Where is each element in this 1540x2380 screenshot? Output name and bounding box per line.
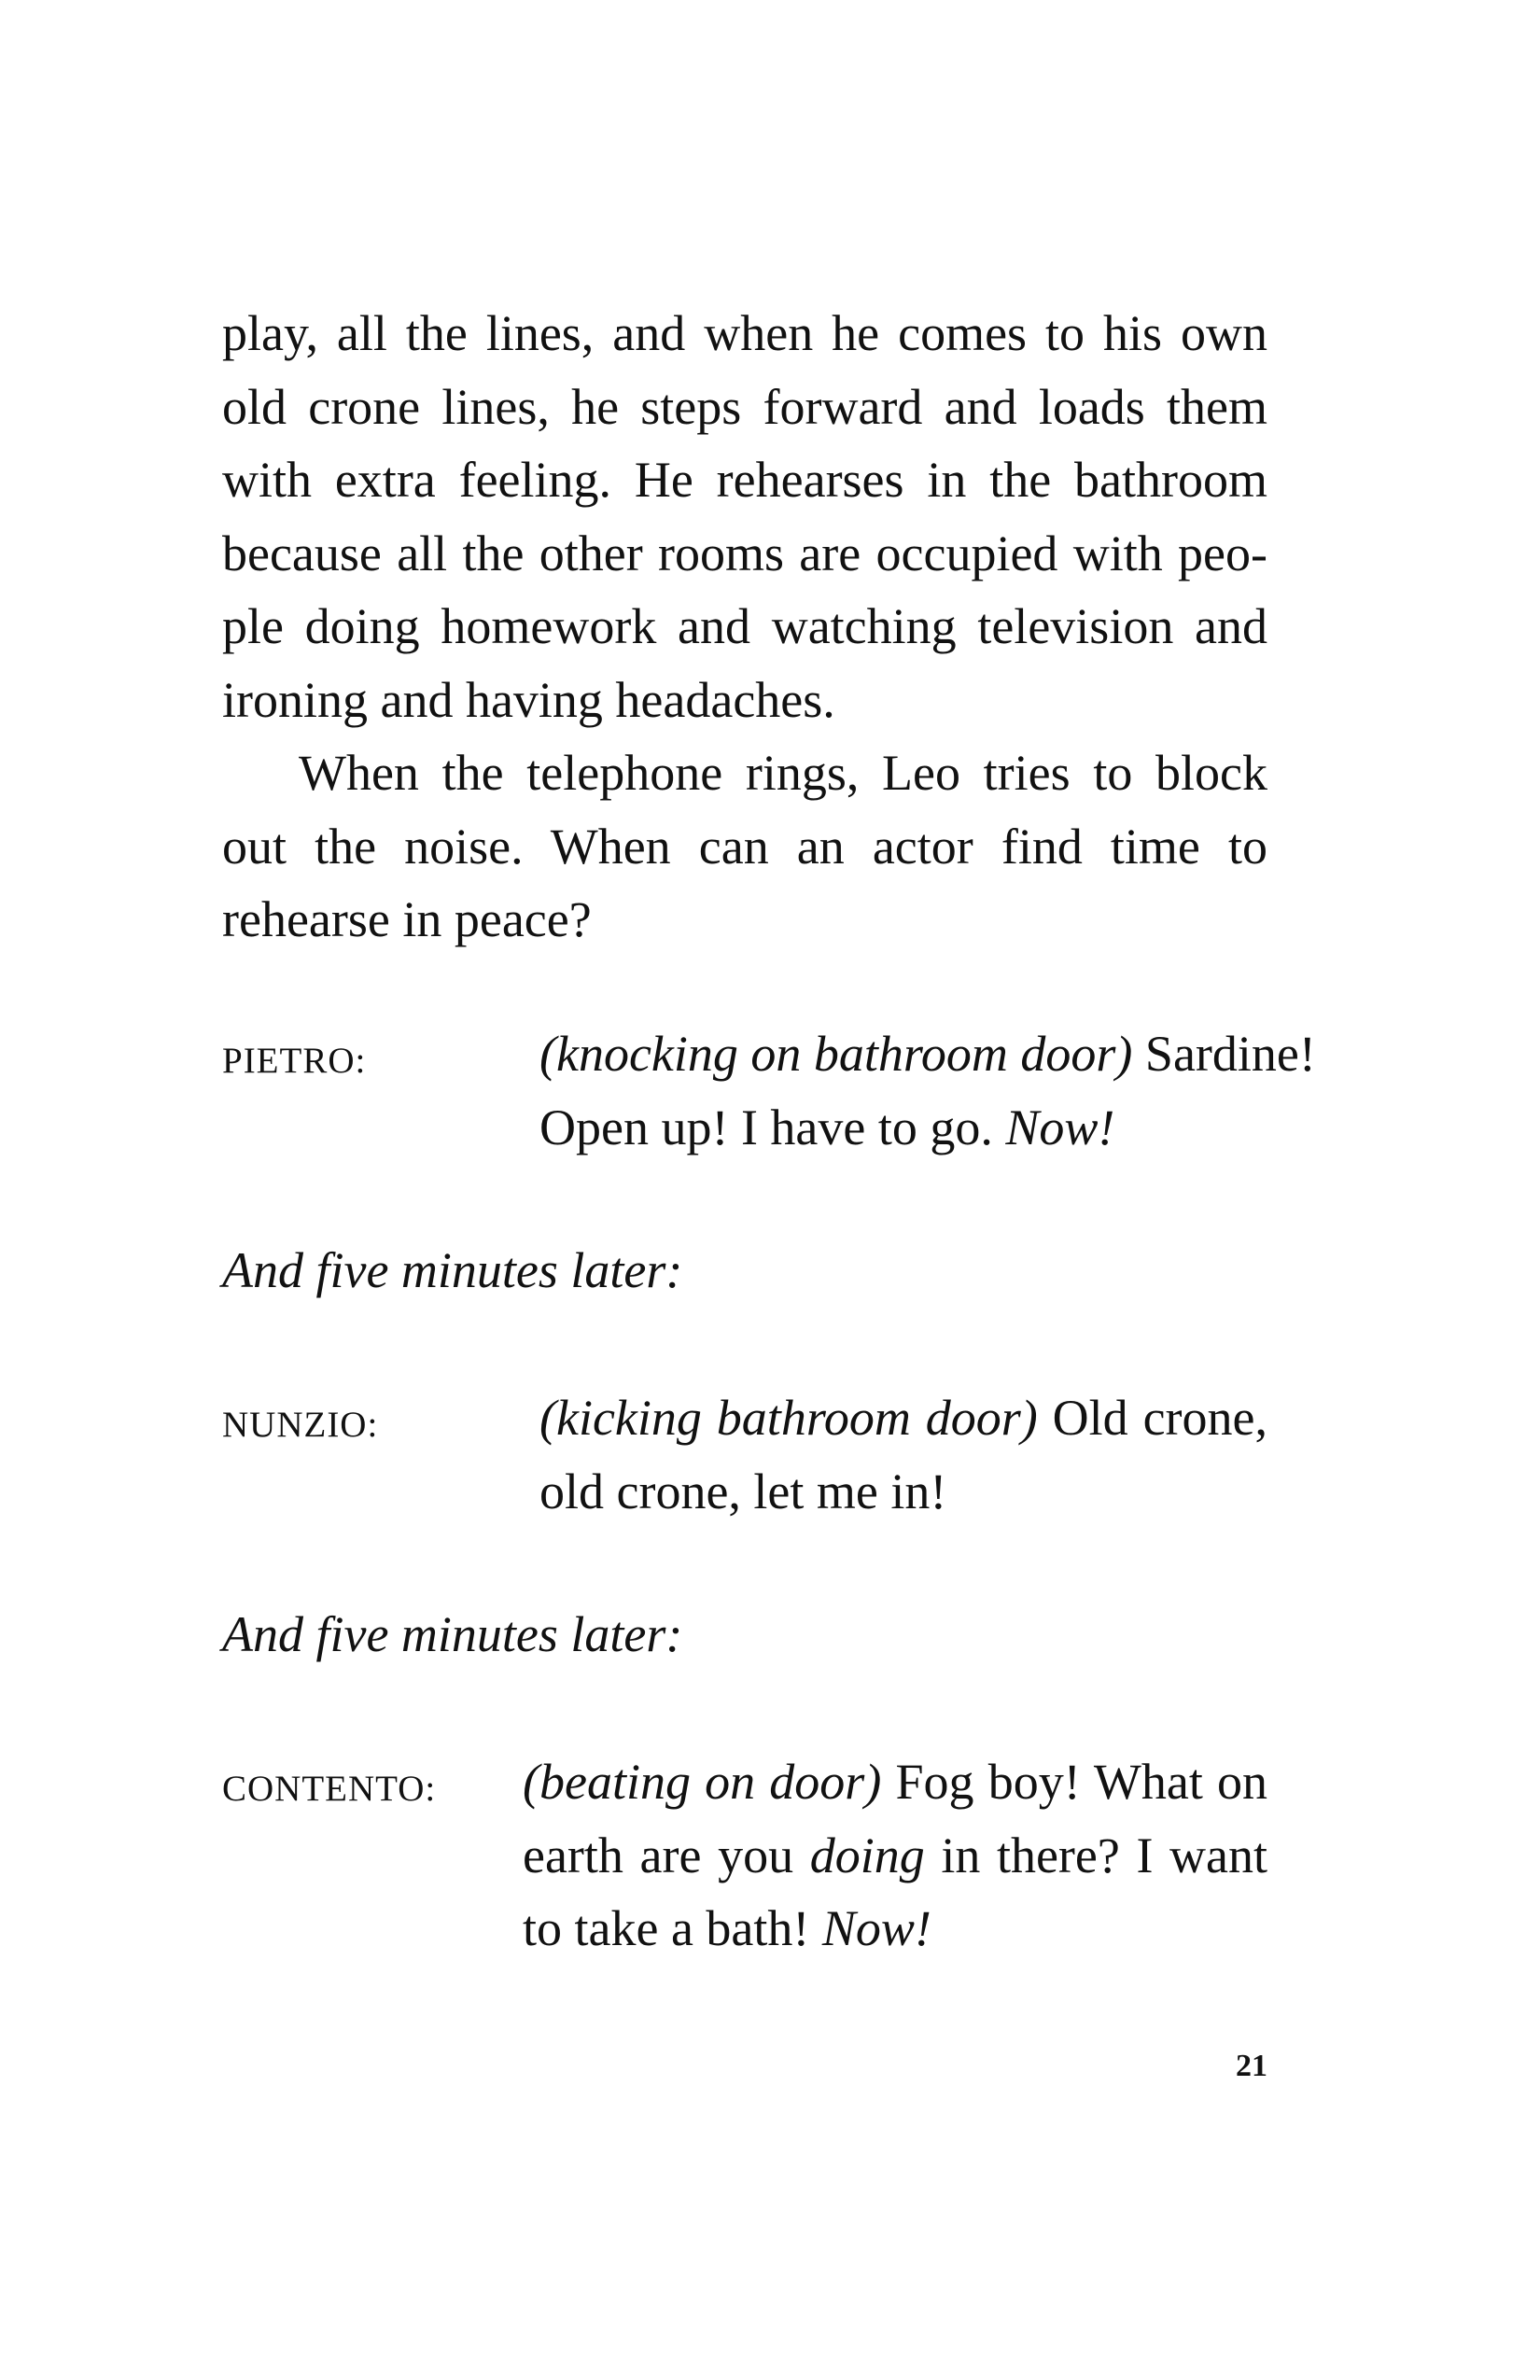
book-page <box>222 0 1316 2380</box>
paragraph-2 <box>222 736 1267 957</box>
speech-line <box>539 1017 1316 1091</box>
paragraph-2-line: When the telephone rings, Leo tries to block <box>299 745 1267 801</box>
paragraph-1-line: because all the other rooms are occupied with peo- <box>222 525 1267 581</box>
speech-words: Fog boy! What on <box>895 1754 1268 1810</box>
speech-words: Old crone, <box>1052 1390 1268 1446</box>
paragraph-1-line: old crone lines, he steps forward and loads them <box>222 378 1267 435</box>
emphasis: Now! <box>821 1900 931 1956</box>
stage-direction: (knocking on bathroom door) <box>539 1026 1133 1082</box>
speech-words: in there? I want <box>941 1827 1268 1883</box>
speech-words: to take a bath! <box>523 1900 810 1956</box>
transition-direction: And five minutes later: <box>222 1242 683 1298</box>
speaker-label: CONTENTO: <box>222 1769 437 1809</box>
stage-direction: (kicking bathroom door) <box>539 1390 1038 1446</box>
speech-words: Open up! I have to go. <box>539 1099 993 1155</box>
paragraph-2-line: out the noise. When can an actor find time to <box>222 818 1267 875</box>
speaker-label: PIETRO: <box>222 1041 367 1081</box>
speech-line <box>523 1892 1267 1966</box>
paragraph-1-line: play, all the lines, and when he comes to his own <box>222 305 1267 361</box>
paragraph-1-line: ple doing homework and watching television and <box>222 598 1267 654</box>
paragraph-1 <box>222 297 1267 736</box>
speech-line <box>523 1819 1267 1893</box>
transition-direction: And five minutes later: <box>222 1606 683 1662</box>
paragraph-2-line: rehearse in peace? <box>222 891 592 947</box>
emphasis: doing <box>809 1827 925 1883</box>
speaker-label: NUNZIO: <box>222 1405 379 1445</box>
speech-line <box>539 1381 1267 1455</box>
speech-text <box>539 1381 1267 1528</box>
page-number: 21 <box>1236 2049 1267 2083</box>
speech-words: Sardine! <box>1144 1026 1316 1082</box>
speech-line <box>523 1745 1267 1819</box>
speech-line: old crone, let me in! <box>539 1463 947 1519</box>
stage-direction: (beating on door) <box>523 1754 882 1810</box>
paragraph-1-line: ironing and having headaches. <box>222 671 835 728</box>
speech-line <box>539 1091 1267 1165</box>
emphasis: Now! <box>1005 1099 1115 1155</box>
speech-words: earth are you <box>523 1827 794 1883</box>
paragraph-1-line: with extra feeling. He rehearses in the bathroom <box>222 452 1267 508</box>
speech-text <box>523 1745 1267 1966</box>
speech-text <box>539 1017 1316 1164</box>
